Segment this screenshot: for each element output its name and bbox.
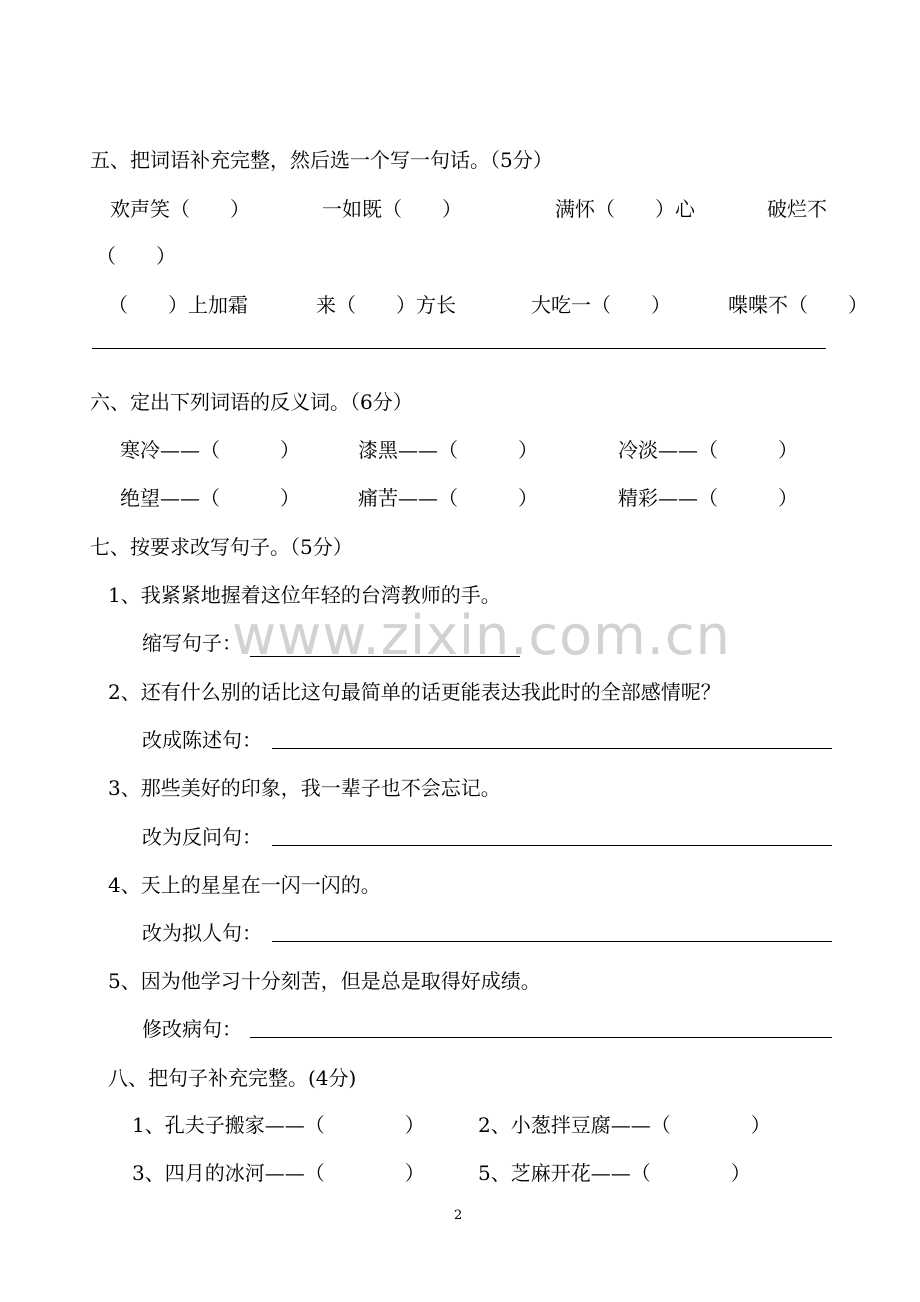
saying-item: 5、芝麻开花——（ ） bbox=[478, 1161, 751, 1185]
answer-line[interactable] bbox=[272, 941, 832, 942]
rewrite-question: 5、因为他学习十分刻苦，但是总是取得好成绩。 bbox=[108, 969, 541, 993]
answer-line[interactable] bbox=[272, 845, 832, 846]
word-item-continued: （ ） bbox=[96, 244, 176, 268]
saying-item: 2、小葱拌豆腐——（ ） bbox=[478, 1113, 771, 1137]
word-item: （ ）上加霜 bbox=[108, 293, 248, 317]
word-item: 喋喋不（ ） bbox=[728, 293, 868, 317]
rewrite-question: 3、那些美好的印象，我一辈子也不会忘记。 bbox=[108, 776, 501, 800]
watermark: www.zixin.com.cn bbox=[232, 604, 731, 667]
saying-item: 1、孔夫子搬家——（ ） bbox=[132, 1113, 425, 1137]
saying-item: 3、四月的冰河——（ ） bbox=[132, 1161, 425, 1185]
section-8-title: 八、把句子补充完整。(4分) bbox=[108, 1066, 357, 1090]
antonym-item: 绝望——（ ） bbox=[120, 486, 300, 510]
word-item: 满怀（ ）心 bbox=[555, 197, 695, 221]
antonym-item: 精彩——（ ） bbox=[618, 486, 798, 510]
answer-line[interactable] bbox=[272, 748, 832, 749]
answer-line[interactable] bbox=[250, 1037, 832, 1038]
antonym-item: 冷淡——（ ） bbox=[618, 438, 798, 462]
rewrite-question: 1、我紧紧地握着这位年轻的台湾教师的手。 bbox=[108, 583, 501, 607]
page-number: 2 bbox=[454, 1208, 463, 1223]
rewrite-question: 2、还有什么别的话比这句最简单的话更能表达我此时的全部感情呢？ bbox=[108, 680, 721, 704]
rewrite-label: 改成陈述句： bbox=[142, 728, 262, 752]
word-item: 来（ ）方长 bbox=[316, 293, 456, 317]
sentence-answer-line[interactable] bbox=[92, 348, 826, 349]
word-item: 欢声笑（ ） bbox=[110, 197, 250, 221]
word-item: 一如既（ ） bbox=[322, 197, 462, 221]
word-item: 大吃一（ ） bbox=[531, 293, 671, 317]
section-7-title: 七、按要求改写句子。（5分） bbox=[90, 535, 353, 559]
word-item: 破烂不 bbox=[767, 197, 827, 221]
rewrite-label: 改为反问句： bbox=[142, 825, 262, 849]
section-5-title: 五、把词语补充完整，然后选一个写一句话。（5分） bbox=[90, 148, 553, 172]
section-6-title: 六、定出下列词语的反义词。（6分） bbox=[90, 390, 413, 414]
rewrite-label: 改为拟人句： bbox=[142, 921, 262, 945]
antonym-item: 寒冷——（ ） bbox=[120, 438, 300, 462]
rewrite-label: 缩写句子： bbox=[142, 631, 242, 655]
antonym-item: 漆黑——（ ） bbox=[358, 438, 538, 462]
antonym-item: 痛苦——（ ） bbox=[358, 486, 538, 510]
rewrite-question: 4、天上的星星在一闪一闪的。 bbox=[108, 873, 381, 897]
rewrite-label: 修改病句： bbox=[142, 1017, 242, 1041]
